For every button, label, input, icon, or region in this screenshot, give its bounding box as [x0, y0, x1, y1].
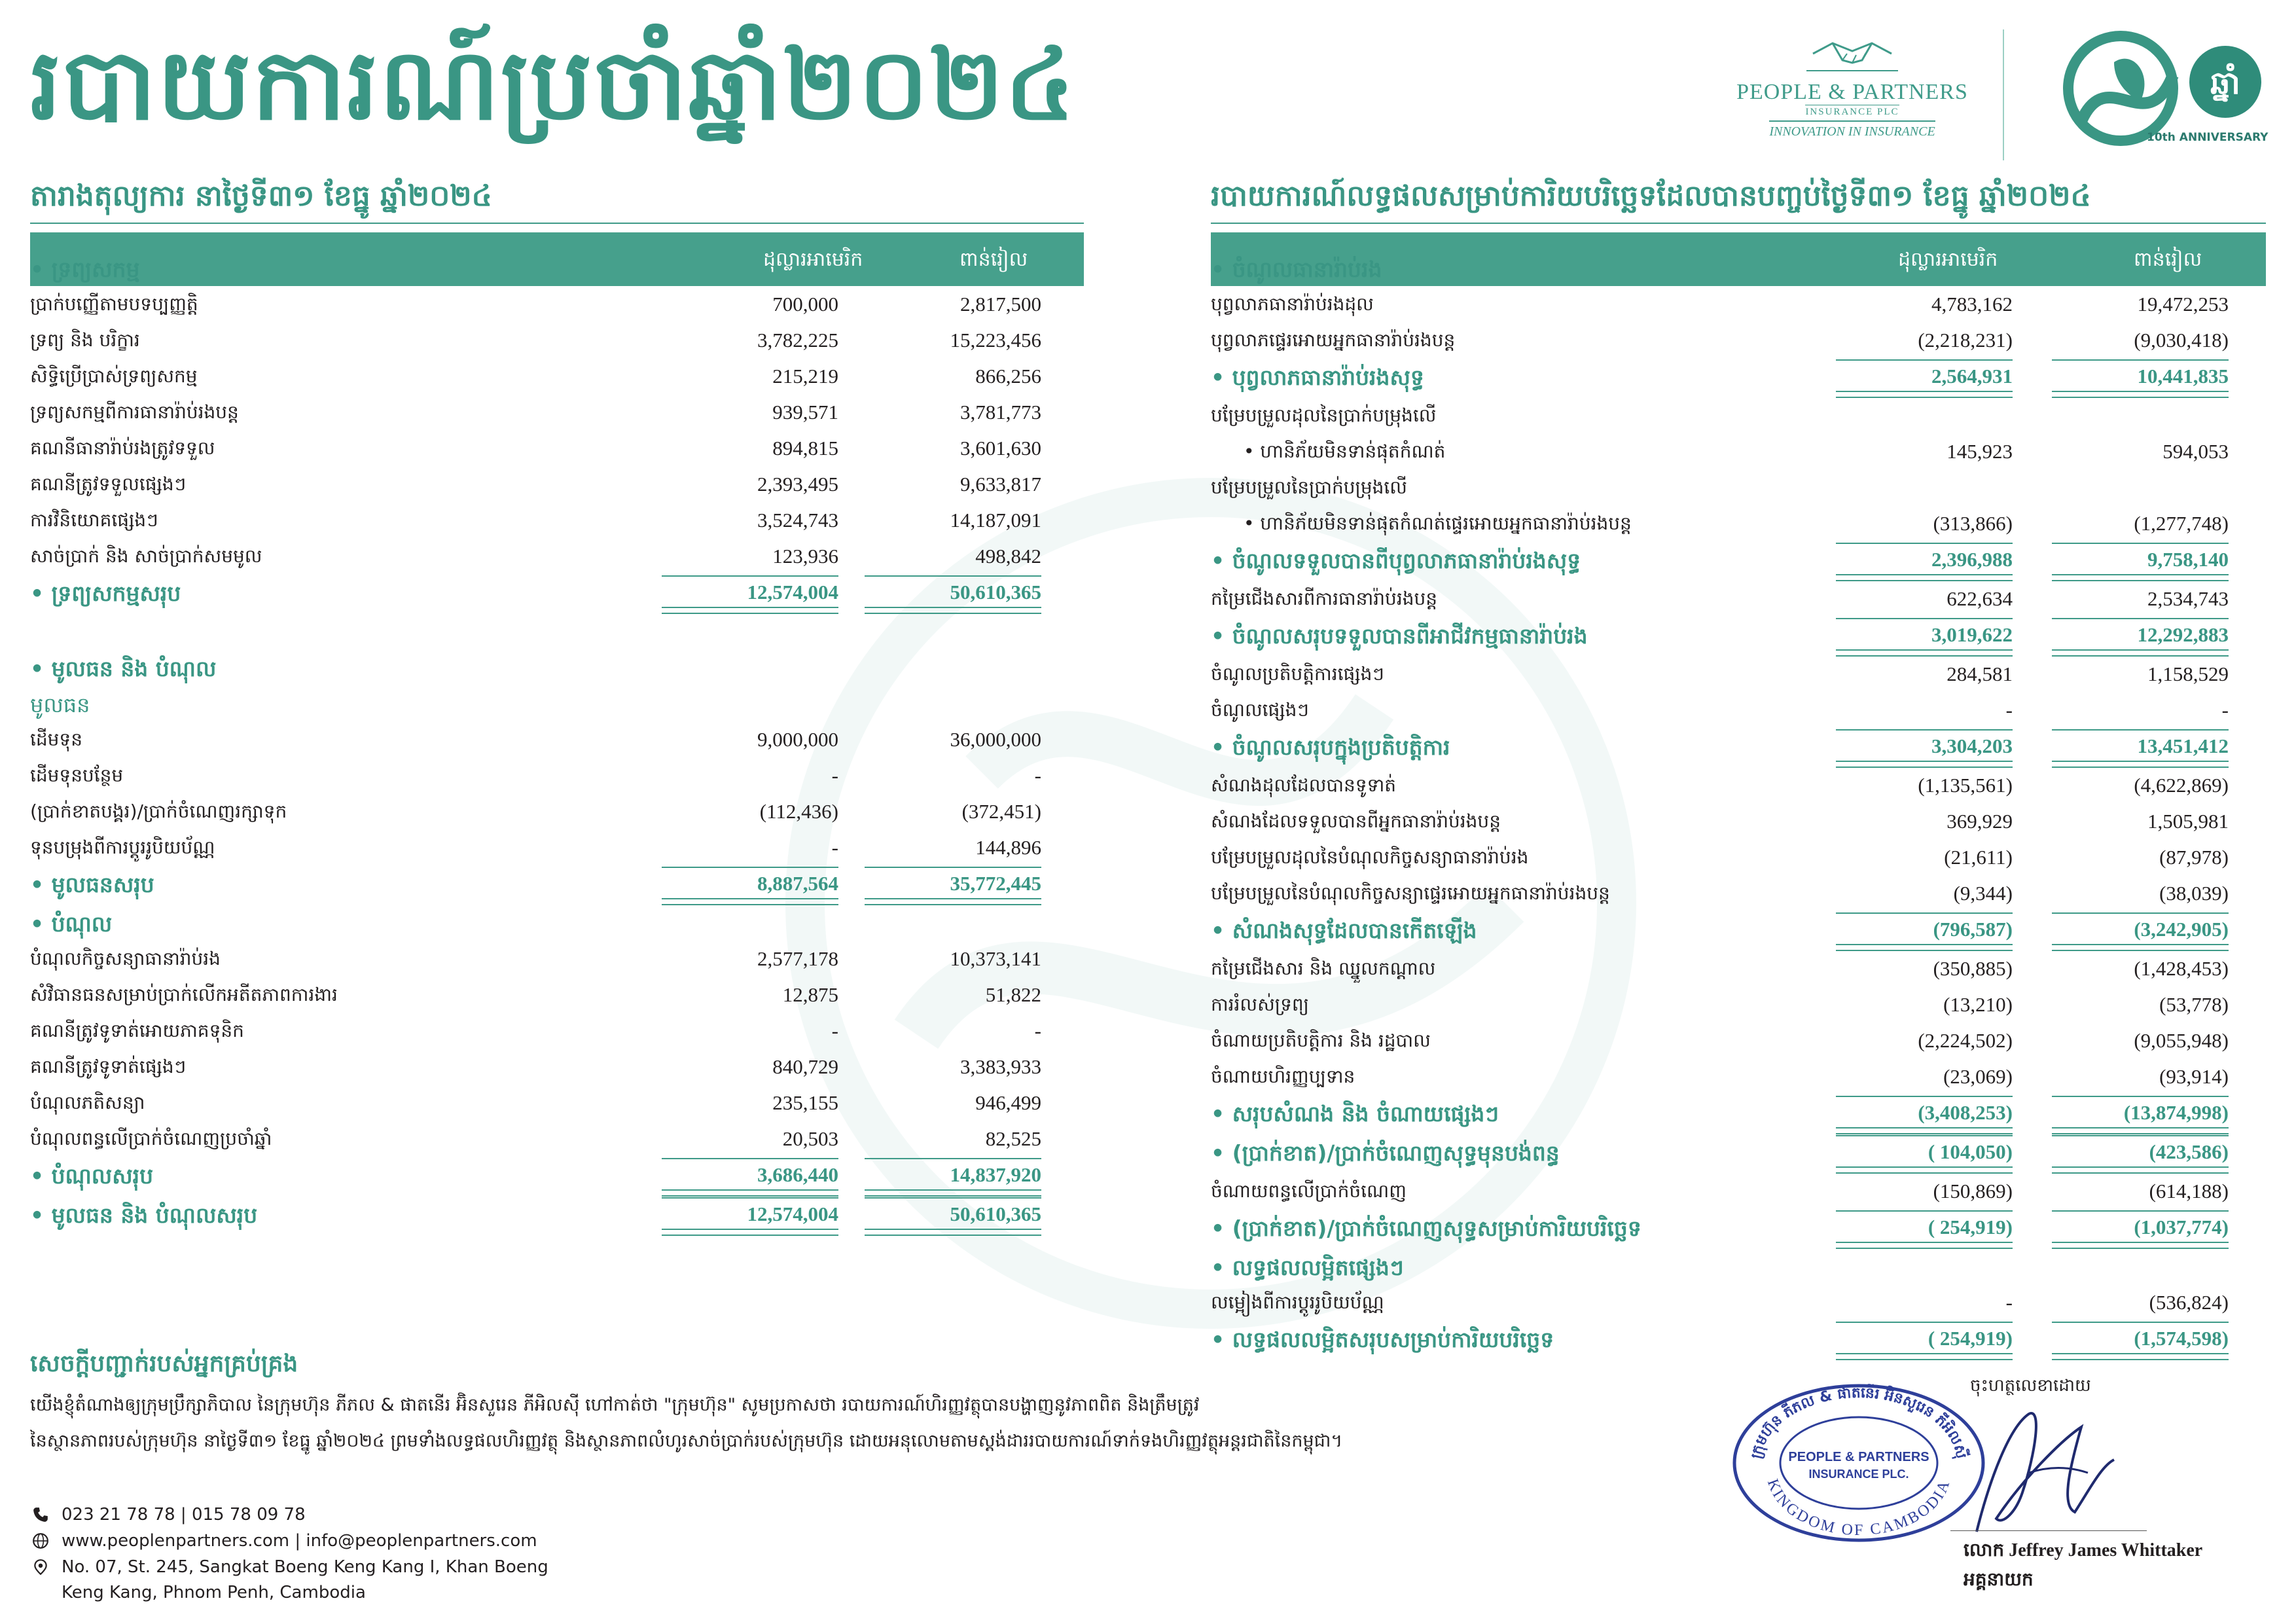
balance_sheet-row-usd: 9,000,000 [757, 728, 838, 751]
balance_sheet-row-label: • មូលធនសរុប [30, 872, 154, 897]
balance_sheet-row-usd: 2,577,178 [757, 947, 838, 970]
balance_sheet-row-usd: 3,524,743 [757, 509, 838, 532]
income_statement-row-khr: (9,055,948) [2134, 1029, 2229, 1052]
contact-address-2 [62, 1583, 366, 1602]
balance_sheet-row-usd: 235,155 [772, 1091, 838, 1114]
signer-name: លោក Jeffrey James Whittaker [1964, 1540, 2203, 1561]
management-statement-line-2: នៃស្ថានភាពរបស់ក្រុមហ៊ុន នាថ្ងៃទី៣១ ខែធ្នូ ឆ្នាំ២០២៤ ព្រមទាំងលទ្ធផលហិរញ្ញវត្ថុ និងស្ថានភាពលំហូរសាច់ប្រាក់របស់ក្រុមហ៊ុន ដោយអនុលោមតាមស្តង់ដាររបាយការណ៍ទាក់ទងហិរញ្ញវត្ថុអន្តរជាតិនៃកម្ពុជា។ [30, 1431, 1343, 1451]
income_statement-row [1211, 1172, 2232, 1208]
balance_sheet-row-label: ទុនបម្រុងពីការប្តូររូបិយប័ណ្ណ [30, 837, 215, 858]
income_statement-row [1211, 727, 2232, 766]
income_statement-row-usd: ( 104,050) [1928, 1140, 2013, 1163]
svg-text:INSURANCE PLC.: INSURANCE PLC. [1808, 1468, 1909, 1481]
income_statement-row [1211, 321, 2232, 357]
income_statement-row [1211, 655, 2232, 691]
balance_sheet-row-usd: 20,503 [782, 1127, 838, 1150]
income_statement-row-khr: 594,053 [2162, 440, 2229, 463]
income_statement-row [1211, 1283, 2232, 1319]
balance_sheet-row-label: ប្រាក់បញ្ញើតាមបទប្បញ្ញត្តិ [30, 293, 198, 315]
balance_sheet-row-usd: (112,436) [759, 800, 838, 823]
balance_sheet-row-label: សំវិធានធនសម្រាប់ប្រាក់លើកអតីតភាពការងារ [30, 984, 338, 1005]
income_statement-row-label: ចំណាយពន្ធលើប្រាក់ចំណេញ [1211, 1180, 1407, 1202]
income_statement-total-rule-khr [2052, 1096, 2229, 1097]
balance_sheet-row-label: ការវិនិយោគផ្សេងៗ [30, 509, 158, 531]
income_statement-row-khr: 2,534,743 [2147, 587, 2229, 610]
income-statement-title: របាយការណ៍លទ្ធផលសម្រាប់ការិយបរិច្ឆេទដែលបានបញ្ចប់ថ្ងៃទី៣១ ខែធ្នូ ឆ្នាំ២០២៤ [1211, 179, 2091, 213]
balance_sheet-total-rule-usd [662, 575, 838, 577]
income_statement-row-label: បុព្វលាភផ្ទេរអោយអ្នកធានារ៉ាប់រងបន្ត [1211, 329, 1456, 351]
balance_sheet-row-khr: 10,373,141 [950, 947, 1041, 970]
income_statement-total-rule-usd [1836, 729, 2013, 731]
income_statement-row-khr: - [2221, 698, 2229, 721]
signature-line [1950, 1530, 2147, 1531]
company-sub: INSURANCE PLC [1805, 105, 1899, 118]
balance_sheet-row [30, 720, 1051, 756]
income_statement-row-label: ចំណាយហិរញ្ញប្បទាន [1211, 1066, 1355, 1087]
income_statement-row [1211, 540, 2232, 579]
income_statement-row-khr: 19,472,253 [2137, 293, 2229, 316]
income_statement-row-label: • ចំណូលសរុបទទួលបានពីអាជីវកម្មធានារ៉ាប់រង [1211, 623, 1588, 649]
income-statement-col-khr: ពាន់រៀល [2134, 248, 2202, 271]
income_statement-total-rule-usd [1836, 359, 2013, 361]
balance_sheet-row-khr: (372,451) [961, 800, 1041, 823]
balance_sheet-row [30, 1155, 1051, 1195]
income_statement-row-khr: (87,978) [2159, 846, 2229, 869]
income_statement-total-rule-khr [2052, 1135, 2229, 1136]
income_statement-total-rule-khr [2052, 1210, 2229, 1212]
balance_sheet-row [30, 828, 1051, 864]
income_statement-row-usd: 2,564,931 [1931, 365, 2013, 388]
balance_sheet-row-khr: 14,187,091 [950, 509, 1041, 532]
balance_sheet-total-rule-khr [865, 1197, 1041, 1199]
company-name: PEOPLE & PARTNERS [1736, 80, 1968, 104]
balance_sheet-total-double-rule-usd [662, 1229, 838, 1236]
handwritten-signature [1931, 1401, 2127, 1545]
balance_sheet-row-usd: 8,887,564 [757, 872, 838, 895]
income_statement-row [1211, 468, 2232, 504]
balance-sheet-title: តារាងតុល្យការ នាថ្ងៃទី៣១ ខែធ្នូ ឆ្នាំ២០២៤ [30, 179, 492, 213]
income_statement-row-label: ការរំលស់ទ្រព្យ [1211, 994, 1309, 1015]
income_statement-row-usd: (350,885) [1933, 957, 2013, 980]
income_statement-total-double-rule-usd [1836, 1353, 2013, 1360]
income_statement-row-khr: 12,292,883 [2137, 623, 2229, 646]
web-email-text[interactable]: www.peoplenpartners.com | info@peoplenpartners.com [62, 1531, 537, 1551]
balance-sheet-title-line [30, 223, 1084, 224]
income_statement-row-usd: (2,224,502) [1918, 1029, 2013, 1052]
income_statement-row-khr: (1,277,748) [2134, 512, 2229, 535]
income_statement-total-rule-khr [2052, 912, 2229, 914]
income_statement-row-label: • ចំណូលធានារ៉ាប់រង [1211, 257, 1382, 282]
income_statement-row-usd: - [2005, 698, 2013, 721]
income_statement-row-usd: (9,344) [1953, 882, 2013, 905]
balance_sheet-row-label: • បំណុលសរុប [30, 1163, 154, 1189]
income_statement-row [1211, 985, 2232, 1021]
income_statement-row-label: សំណងដែលទទួលបានពីអ្នកធានារ៉ាប់រងបន្ត [1211, 810, 1501, 832]
balance_sheet-row [30, 1195, 1051, 1234]
balance_sheet-row-label: បំណុលភតិសន្យា [30, 1092, 145, 1113]
income_statement-row-khr: (3,242,905) [2134, 918, 2229, 941]
income_statement-row [1211, 285, 2232, 321]
balance_sheet-row-usd: 215,219 [772, 365, 838, 388]
balance_sheet-row [30, 573, 1051, 612]
company-logo [1728, 34, 1977, 139]
balance_sheet-row [30, 903, 1051, 939]
balance_sheet-row-usd: 3,686,440 [757, 1163, 838, 1186]
balance_sheet-row [30, 939, 1051, 975]
company-tagline: INNOVATION IN INSURANCE [1769, 120, 1935, 139]
income_statement-row-label: បម្រែបម្រួលនៃប្រាក់បម្រុងលើ [1211, 477, 1407, 498]
income_statement-row-usd: ( 254,919) [1928, 1216, 2013, 1238]
balance_sheet-total-rule-khr [865, 575, 1041, 577]
balance_sheet-row-label: បំណុលពន្ធលើប្រាក់ចំណេញប្រចាំឆ្នាំ [30, 1128, 272, 1149]
balance_sheet-row-label: គណនីធានារ៉ាប់រងត្រូវទទួល [30, 437, 215, 459]
balance_sheet-row [30, 357, 1051, 393]
balance_sheet-row-usd: - [831, 836, 838, 859]
svg-text:ក្រុមហ៊ុន ភីភល & ផាតនើរ អ៊ិនសួ: ក្រុមហ៊ុន ភីភល & ផាតនើរ អ៊ិនសួរេន ភីអិលស៊ី [1748, 1384, 1970, 1460]
balance_sheet-row-khr: 946,499 [975, 1091, 1041, 1114]
income_statement-row [1211, 1057, 2232, 1093]
balance_sheet-row-usd: 12,574,004 [747, 1202, 838, 1225]
balance_sheet-row-usd: 894,815 [772, 437, 838, 460]
page-title: របាយការណ៍ប្រចាំឆ្នាំ២០២៤ [30, 28, 1076, 142]
income_statement-row [1211, 1208, 2232, 1247]
balance_sheet-row-khr: 35,772,445 [950, 872, 1041, 895]
income_statement-row [1211, 1319, 2232, 1358]
logo-divider [2003, 29, 2004, 160]
balance_sheet-row-label: គណនីត្រូវទូទាត់អោយភាគទុនិក [30, 1020, 244, 1041]
balance_sheet-row-khr: 2,817,500 [960, 293, 1041, 316]
svg-text:ឆ្នាំ: ឆ្នាំ [2210, 65, 2240, 101]
balance_sheet-row [30, 1083, 1051, 1119]
balance_sheet-row [30, 249, 1051, 285]
balance_sheet-total-rule-usd [662, 867, 838, 868]
balance_sheet-row-label: ដើមទុន [30, 729, 82, 750]
balance_sheet-row-khr: - [1034, 764, 1041, 787]
balance_sheet-row-label: ទ្រព្យ និង បរិក្ខារ [30, 329, 140, 351]
income_statement-row-usd: (3,408,253) [1918, 1101, 2013, 1124]
management-statement-title: សេចក្តីបញ្ជាក់របស់អ្នកគ្រប់គ្រង [30, 1350, 298, 1377]
svg-text:KINGDOM OF CAMBODIA: KINGDOM OF CAMBODIA [1763, 1477, 1954, 1540]
balance_sheet-row-khr: 9,633,817 [960, 473, 1041, 496]
income_statement-row [1211, 432, 2232, 468]
income_statement-row [1211, 504, 2232, 540]
anniversary-logo [2042, 23, 2265, 167]
balance-sheet-col-usd: ដុល្លារអាមេរិក [763, 248, 863, 271]
address-line-1: No. 07, St. 245, Sangkat Boeng Keng Kang I, Khan Boeng [62, 1557, 548, 1577]
income_statement-row-khr: 1,158,529 [2147, 662, 2229, 685]
balance_sheet-row [30, 1119, 1051, 1155]
balance_sheet-total-rule-khr [865, 867, 1041, 868]
income_statement-row-label: បម្រែបម្រួលនៃបំណុលកិច្ចសន្យាផ្ទេរអោយអ្នកធានារ៉ាប់រងបន្ត [1211, 882, 1610, 904]
income_statement-row-khr: (1,574,598) [2134, 1327, 2229, 1350]
income_statement-row-usd: 2,396,988 [1931, 548, 2013, 571]
income_statement-row [1211, 802, 2232, 838]
income_statement-row [1211, 1021, 2232, 1057]
balance_sheet-row [30, 429, 1051, 465]
income_statement-row-label: • ចំណូលសរុបក្នុងប្រតិបត្តិការ [1211, 734, 1450, 760]
income_statement-total-rule-khr [2052, 729, 2229, 731]
balance_sheet-total-double-rule-khr [865, 1229, 1041, 1236]
income_statement-row-usd: 4,783,162 [1931, 293, 2013, 316]
income_statement-total-rule-usd [1836, 1096, 2013, 1097]
income_statement-row-khr: (1,037,774) [2134, 1216, 2229, 1238]
balance_sheet-row [30, 285, 1051, 321]
income_statement-row [1211, 396, 2232, 432]
balance_sheet-row-label: • បំណុល [30, 911, 113, 937]
signed-by-label: ចុះហត្ថលេខាដោយ [1970, 1376, 2091, 1396]
income_statement-row-khr: 10,441,835 [2137, 365, 2229, 388]
income_statement-row-usd: ( 254,919) [1928, 1327, 2013, 1350]
income_statement-row [1211, 691, 2232, 727]
income_statement-total-rule-usd [1836, 1135, 2013, 1136]
income_statement-row-khr: (93,914) [2159, 1065, 2229, 1088]
income_statement-row-usd: (313,866) [1933, 512, 2013, 535]
balance_sheet-row [30, 612, 1051, 648]
balance_sheet-row-label: មូលធន [30, 693, 90, 717]
contact-web [30, 1530, 537, 1551]
svg-text:PEOPLE & PARTNERS: PEOPLE & PARTNERS [1788, 1450, 1929, 1464]
balance_sheet-row-label: ទ្រព្យសកម្មពីការធានារ៉ាប់រងបន្ត [30, 401, 239, 423]
balance_sheet-row-usd: 12,875 [782, 983, 838, 1006]
income_statement-row-label: • សំណងសុទ្ធដែលបានកើតឡើង [1211, 918, 1477, 943]
income_statement-row [1211, 579, 2232, 615]
income_statement-row-label: • លទ្ធផលលម្អិតផ្សេងៗ [1211, 1255, 1404, 1280]
income_statement-row-khr: (13,874,998) [2123, 1101, 2229, 1124]
balance_sheet-row-usd: 700,000 [772, 293, 838, 316]
balance_sheet-row-label: បំណុលកិច្ចសន្យាធានារ៉ាប់រង [30, 948, 221, 969]
income_statement-row-label: • ហានិភ័យមិនទាន់ផុតកំណត់ [1244, 441, 1446, 462]
balance_sheet-row-label: គណនីត្រូវទទួលផ្សេងៗ [30, 473, 187, 495]
balance_sheet-row [30, 975, 1051, 1011]
balance_sheet-row-label: • មូលធន និង បំណុលសរុប [30, 1202, 258, 1228]
income_statement-row-khr: (536,824) [2149, 1291, 2229, 1314]
balance_sheet-row-khr: - [1034, 1019, 1041, 1042]
balance_sheet-row-label: សិទ្ធិប្រើប្រាស់ទ្រព្យសកម្ម [30, 365, 198, 387]
balance_sheet-row [30, 792, 1051, 828]
contact-phone [30, 1504, 306, 1525]
balance_sheet-row-khr: 3,383,933 [960, 1055, 1041, 1078]
balance_sheet-row-usd: 939,571 [772, 401, 838, 424]
balance_sheet-row-usd: - [831, 1019, 838, 1042]
balance_sheet-row [30, 684, 1051, 720]
income_statement-row-khr: (9,030,418) [2134, 329, 2229, 352]
income_statement-row-label: កម្រៃជើងសារ និង ឈ្នួលកណ្តាល [1211, 958, 1436, 979]
balance_sheet-row-label: • ទ្រព្យសកម្ម [30, 257, 140, 282]
income_statement-row-khr: (4,622,869) [2134, 774, 2229, 797]
income-statement-table [1211, 249, 2232, 1358]
balance_sheet-row-usd: 2,393,495 [757, 473, 838, 496]
income_statement-total-rule-khr [2052, 1322, 2229, 1323]
anniversary-text: 10th ANNIVERSARY [2147, 131, 2269, 144]
balance_sheet-row-label: • ទ្រព្យសកម្មសរុប [30, 581, 181, 606]
globe-icon [30, 1530, 51, 1551]
income_statement-row-label: កម្រៃជើងសារពីការធានារ៉ាប់រងបន្ត [1211, 588, 1438, 609]
balance_sheet-row-khr: 36,000,000 [950, 728, 1041, 751]
balance_sheet-row-khr: 144,896 [975, 836, 1041, 859]
handshake-icon [1806, 34, 1898, 73]
income_statement-row-usd: (23,069) [1943, 1065, 2013, 1088]
income_statement-row [1211, 910, 2232, 949]
balance_sheet-row-usd: 123,936 [772, 545, 838, 568]
income_statement-row-usd: (150,869) [1933, 1180, 2013, 1202]
logo-block [1676, 20, 2284, 170]
balance-sheet-col-khr: ពាន់រៀល [960, 248, 1028, 271]
balance_sheet-row-usd: 840,729 [772, 1055, 838, 1078]
income_statement-row-label: • បុព្វលាភធានារ៉ាប់រងសុទ្ធ [1211, 365, 1424, 390]
income_statement-row-label: ចំណូលផ្សេងៗ [1211, 699, 1309, 721]
income_statement-total-rule-usd [1836, 543, 2013, 544]
income_statement-row [1211, 615, 2232, 655]
income_statement-total-rule-usd [1836, 1322, 2013, 1323]
income_statement-row-label: បុព្វលាភធានារ៉ាប់រងដុល [1211, 293, 1374, 315]
income_statement-row-label: • ហានិភ័យមិនទាន់ផុតកំណត់ផ្ទេរអោយអ្នកធានារ៉ាប់រងបន្ត [1244, 513, 1632, 534]
income_statement-row [1211, 1093, 2232, 1132]
location-pin-icon [30, 1557, 51, 1578]
balance_sheet-row [30, 648, 1051, 684]
income_statement-row-usd: (796,587) [1933, 918, 2013, 941]
income_statement-row-label: បម្រែបម្រួលដុលនៃបំណុលកិច្ចសន្យាធានារ៉ាប់រង [1211, 846, 1529, 868]
income_statement-row [1211, 357, 2232, 396]
income_statement-row-label: លម្អៀងពីការប្តូររូបិយប័ណ្ណ [1211, 1291, 1384, 1313]
balance_sheet-row-khr: 50,610,365 [950, 1202, 1041, 1225]
income_statement-row [1211, 949, 2232, 985]
income_statement-total-rule-khr [2052, 543, 2229, 544]
signer-title: អគ្គនាយក [1964, 1568, 2034, 1590]
balance_sheet-row [30, 501, 1051, 537]
income_statement-row-label: ចំណូលប្រតិបត្តិការផ្សេងៗ [1211, 663, 1384, 685]
income_statement-row [1211, 1247, 2232, 1283]
income_statement-row-label: • លទ្ធផលលម្អិតសរុបសម្រាប់ការិយបរិច្ឆេទ [1211, 1327, 1554, 1352]
balance_sheet-row-khr: 51,822 [985, 983, 1041, 1006]
contact-address [30, 1557, 548, 1578]
balance_sheet-row-khr: 50,610,365 [950, 581, 1041, 604]
income_statement-row-usd: 369,929 [1946, 810, 2013, 833]
income_statement-total-rule-usd [1836, 618, 2013, 619]
income_statement-row-usd: 622,634 [1946, 587, 2013, 610]
income-statement-title-line [1211, 223, 2266, 224]
income_statement-row-label: • សរុបសំណង និង ចំណាយផ្សេងៗ [1211, 1101, 1499, 1127]
balance_sheet-row [30, 756, 1051, 792]
income_statement-row-label: សំណងដុលដែលបានទូទាត់ [1211, 774, 1397, 796]
balance_sheet-row [30, 537, 1051, 573]
income_statement-row-usd: 3,304,203 [1931, 734, 2013, 757]
income_statement-row-usd: - [2005, 1291, 2013, 1314]
balance_sheet-row [30, 465, 1051, 501]
income_statement-row-usd: (1,135,561) [1918, 774, 2013, 797]
income_statement-row-khr: 13,451,412 [2137, 734, 2229, 757]
income_statement-row [1211, 249, 2232, 285]
income_statement-total-double-rule-khr [2052, 1353, 2229, 1360]
balance_sheet-row [30, 393, 1051, 429]
income_statement-row [1211, 1132, 2232, 1172]
income_statement-total-rule-khr [2052, 618, 2229, 619]
income_statement-row-usd: 3,019,622 [1931, 623, 2013, 646]
balance_sheet-row [30, 1011, 1051, 1047]
balance_sheet-row [30, 1047, 1051, 1083]
income_statement-row-usd: 284,581 [1946, 662, 2013, 685]
balance_sheet-row-usd: 12,574,004 [747, 581, 838, 604]
balance_sheet-row-khr: 14,837,920 [950, 1163, 1041, 1186]
balance_sheet-row-khr: 3,781,773 [960, 401, 1041, 424]
income_statement-row-label: • ចំណូលទទួលបានពីបុព្វលាភធានារ៉ាប់រងសុទ្ធ [1211, 548, 1581, 573]
income_statement-row [1211, 874, 2232, 910]
income_statement-row [1211, 766, 2232, 802]
balance_sheet-total-rule-khr [865, 1158, 1041, 1159]
balance_sheet-row-usd: - [831, 764, 838, 787]
balance_sheet-row-label: (ប្រាក់ខាតបង្គរ)/ប្រាក់ចំណេញរក្សាទុក [30, 801, 287, 822]
income_statement-row-khr: 9,758,140 [2147, 548, 2229, 571]
balance_sheet-row [30, 864, 1051, 903]
income_statement-row-label: ចំណាយប្រតិបត្តិការ និង រដ្ឋបាល [1211, 1030, 1431, 1051]
balance_sheet-row-label: • មូលធន និង បំណុល [30, 656, 217, 681]
income_statement-row-usd: (13,210) [1943, 993, 2013, 1016]
income_statement-row-khr: (1,428,453) [2134, 957, 2229, 980]
management-statement-line-1: យើងខ្ញុំតំណាងឲ្យក្រុមប្រឹក្សាភិបាល នៃក្រុមហ៊ុន ភីភល & ផាតនើរ អ៊ិនសួរេន ភីអិលស៊ី ហៅកាត់ថា "ក្រុមហ៊ុន" សូមប្រកាសថា របាយការណ៍ហិរញ្ញវត្ថុបានបង្ហាញនូវភាពពិត និងត្រឹមត្រូវ [30, 1395, 1200, 1415]
income_statement-row-label: បម្រែបម្រួលដុលនៃប្រាក់បម្រុងលើ [1211, 405, 1437, 426]
income_statement-row-khr: (614,188) [2149, 1180, 2229, 1202]
income_statement-row-khr: (38,039) [2159, 882, 2229, 905]
income_statement-row-label: • (ប្រាក់ខាត)/ប្រាក់ចំណេញសុទ្ធសម្រាប់ការិយបរិច្ឆេទ [1211, 1216, 1641, 1241]
income_statement-row-khr: (53,778) [2159, 993, 2229, 1016]
balance_sheet-row-khr: 82,525 [985, 1127, 1041, 1150]
income_statement-row-label: • (ប្រាក់ខាត)/ប្រាក់ចំណេញសុទ្ធមុនបង់ពន្ធ [1211, 1140, 1560, 1166]
balance_sheet-row-khr: 866,256 [975, 365, 1041, 388]
balance_sheet-total-rule-usd [662, 1158, 838, 1159]
balance-sheet-table [30, 249, 1051, 1234]
income_statement-row-usd: (21,611) [1944, 846, 2013, 869]
phone-icon [30, 1504, 51, 1525]
balance_sheet-row-usd: 3,782,225 [757, 329, 838, 352]
income_statement-row-usd: (2,218,231) [1918, 329, 2013, 352]
balance_sheet-total-rule-usd [662, 1197, 838, 1199]
balance_sheet-row-khr: 3,601,630 [960, 437, 1041, 460]
address-line-2: Keng Kang, Phnom Penh, Cambodia [62, 1583, 366, 1602]
income_statement-row-usd: 145,923 [1946, 440, 2013, 463]
balance_sheet-row-label: គណនីត្រូវទូទាត់ផ្សេងៗ [30, 1056, 187, 1077]
balance_sheet-row-khr: 498,842 [975, 545, 1041, 568]
income_statement-total-rule-usd [1836, 912, 2013, 914]
income-statement-col-usd: ដុល្លារអាមេរិក [1898, 248, 1998, 271]
income_statement-row-khr: (423,586) [2149, 1140, 2229, 1163]
phone-text: 023 21 78 78 | 015 78 09 78 [62, 1505, 306, 1525]
income_statement-row-khr: 1,505,981 [2147, 810, 2229, 833]
income_statement-total-rule-usd [1836, 1210, 2013, 1212]
balance_sheet-row-label: សាច់ប្រាក់ និង សាច់ប្រាក់សមមូល [30, 545, 262, 567]
balance_sheet-row [30, 321, 1051, 357]
balance_sheet-row-khr: 15,223,456 [950, 329, 1041, 352]
income_statement-row [1211, 838, 2232, 874]
balance_sheet-row-label: ដើមទុនបន្ថែម [30, 765, 124, 786]
income_statement-total-rule-khr [2052, 359, 2229, 361]
